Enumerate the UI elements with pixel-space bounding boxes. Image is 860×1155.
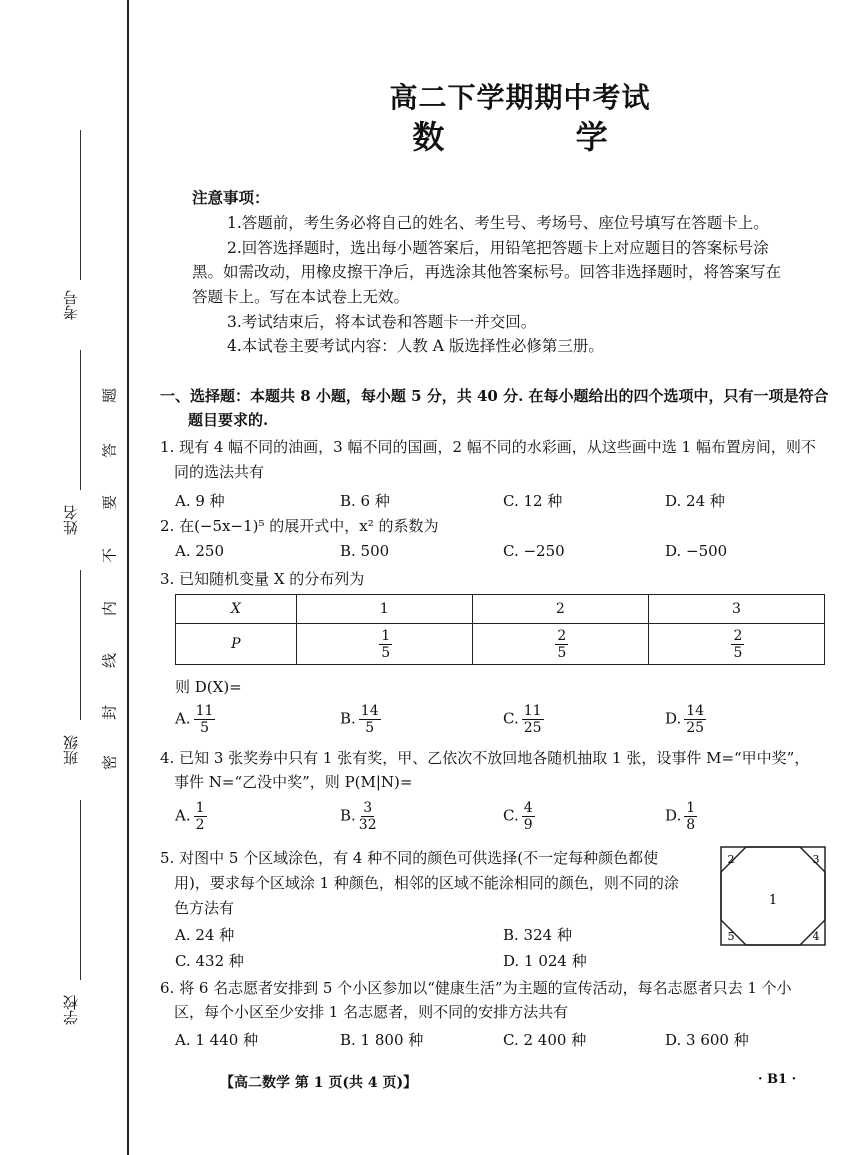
seal-char: 内 xyxy=(100,601,119,617)
q1-option-d: D. 24 种 xyxy=(665,492,725,510)
notice-line: 答题卡上。写在本试卷上无效。 xyxy=(192,288,410,306)
q5-option-b: B. 324 种 xyxy=(503,926,572,944)
seal-char: 密 xyxy=(100,755,119,771)
table-header: 3 xyxy=(648,595,824,624)
seal-char: 答 xyxy=(100,443,119,459)
question-4: 事件 N=“乙没中奖”，则 P(M|N)= xyxy=(174,773,413,791)
q1-option-b: B. 6 种 xyxy=(340,492,390,510)
region-label: 1 xyxy=(768,893,778,908)
region-label: 2 xyxy=(727,853,735,866)
q6-option-c: C. 2 400 种 xyxy=(503,1031,587,1049)
xingming-blank xyxy=(80,350,81,490)
q6-option-d: D. 3 600 种 xyxy=(665,1031,749,1049)
notice-line: 2.回答选择题时，选出每小题答案后，用铅笔把答题卡上对应题目的答案标号涂 xyxy=(227,239,769,257)
distribution-table xyxy=(175,594,825,665)
q4-option-c: C. $\frac{4}{9}$ xyxy=(503,800,533,833)
exam-subject: 数 学 xyxy=(412,118,668,156)
banji-blank xyxy=(80,570,81,720)
kaohao-label: 考号 xyxy=(62,290,80,320)
region-diagram xyxy=(720,846,826,946)
q6-option-a: A. 1 440 种 xyxy=(175,1031,259,1049)
seal-char: 线 xyxy=(100,653,119,669)
region-label: 5 xyxy=(727,930,735,943)
q5-option-c: C. 432 种 xyxy=(175,952,244,970)
table-cell: $\frac{1}{5}$ xyxy=(296,624,472,665)
q4-option-b: B. $\frac{3}{32}$ xyxy=(340,800,377,833)
seal-char: 不 xyxy=(100,548,119,564)
notice-heading: 注意事项： xyxy=(192,188,270,207)
notice-line: 3.考试结束后，将本试卷和答题卡一并交回。 xyxy=(227,313,537,331)
q4-option-a: A. $\frac{1}{2}$ xyxy=(175,800,205,833)
seal-char: 题 xyxy=(100,388,119,404)
binding-line xyxy=(127,0,129,1155)
q2-option-a: A. 250 xyxy=(175,542,224,560)
question-5: 用)，要求每个区域涂 1 种颜色，相邻的区域不能涂相同的颜色，则不同的涂 xyxy=(174,874,679,892)
question-1: 1. 现有 4 幅不同的油画，3 幅不同的国画，2 幅不同的水彩画，从这些画中选 1 幅布置房间，则不 xyxy=(160,438,816,456)
q1-option-c: C. 12 种 xyxy=(503,492,563,510)
q6-option-b: B. 1 800 种 xyxy=(340,1031,424,1049)
q2-option-c: C. −250 xyxy=(503,542,565,560)
question-1: 同的选法共有 xyxy=(174,463,265,481)
notice-line: 黑。如需改动，用橡皮擦干净后，再选涂其他答案标号。回答非选择题时，将答案写在 xyxy=(192,263,782,281)
xuexiao-blank xyxy=(80,800,81,980)
question-4: 4. 已知 3 张奖券中只有 1 张有奖，甲、乙依次不放回地各随机抽取 1 张，设事件 M=“甲中奖”， xyxy=(160,749,810,767)
q3-option-b: B. $\frac{14}{5}$ xyxy=(340,703,379,736)
q3-ask: 则 D(X)= xyxy=(175,678,242,696)
region-label: 4 xyxy=(812,930,820,943)
kaohao-blank xyxy=(80,130,81,280)
q2-option-b: B. 500 xyxy=(340,542,390,560)
q2-option-d: D. −500 xyxy=(665,542,728,560)
question-5: 色方法有 xyxy=(174,899,235,917)
seal-char: 要 xyxy=(100,495,119,511)
page-footer: 【高二数学 第 1 页(共 4 页)】 xyxy=(220,1075,418,1091)
question-2: 2. 在(−5x−1)⁵ 的展开式中，x² 的系数为 xyxy=(160,517,439,535)
notice-line: 4.本试卷主要考试内容：人教 A 版选择性必修第三册。 xyxy=(227,337,604,355)
banji-label: 班级 xyxy=(62,735,80,765)
q1-option-a: A. 9 种 xyxy=(175,492,225,510)
question-6: 6. 将 6 名志愿者安排到 5 个小区参加以“健康生活”为主题的宣传活动，每名志愿者只去 1 个小 xyxy=(160,979,792,997)
exam-title: 高二下学期期中考试 xyxy=(389,81,651,114)
table-cell: P xyxy=(176,624,297,665)
q5-option-d: D. 1 024 种 xyxy=(503,952,587,970)
seal-char: 封 xyxy=(100,705,119,721)
question-5: 5. 对图中 5 个区域涂色，有 4 种不同的颜色可供选择(不一定每种颜色都使 xyxy=(160,849,659,867)
notice-line: 1.答题前，考生务必将自己的姓名、考生号、考场号、座位号填写在答题卡上。 xyxy=(227,214,769,232)
q3-option-c: C. $\frac{11}{25}$ xyxy=(503,703,542,736)
section-heading: 一、选择题：本题共 8 小题，每小题 5 分，共 40 分. 在每小题给出的四个选项中，只有一项是符合 xyxy=(160,387,829,405)
region-label: 3 xyxy=(812,853,820,866)
table-cell: $\frac{2}{5}$ xyxy=(472,624,648,665)
q3-option-a: A. $\frac{11}{5}$ xyxy=(175,703,214,736)
q3-option-d: D. $\frac{14}{25}$ xyxy=(665,703,705,736)
binding-strip xyxy=(0,0,130,1155)
version-tag: · B1 · xyxy=(758,1072,797,1087)
section-heading: 题目要求的. xyxy=(188,411,269,429)
table-cell: $\frac{2}{5}$ xyxy=(648,624,824,665)
table-header: 1 xyxy=(296,595,472,624)
table-header: 2 xyxy=(472,595,648,624)
xuexiao-label: 学校 xyxy=(62,995,80,1025)
question-3: 3. 已知随机变量 X 的分布列为 xyxy=(160,570,365,588)
question-6: 区，每个小区至少安排 1 名志愿者，则不同的安排方法共有 xyxy=(174,1003,569,1021)
q4-option-d: D. $\frac{1}{8}$ xyxy=(665,800,696,833)
xingming-label: 姓名 xyxy=(62,505,80,535)
q5-option-a: A. 24 种 xyxy=(175,926,235,944)
table-header: X xyxy=(176,595,297,624)
